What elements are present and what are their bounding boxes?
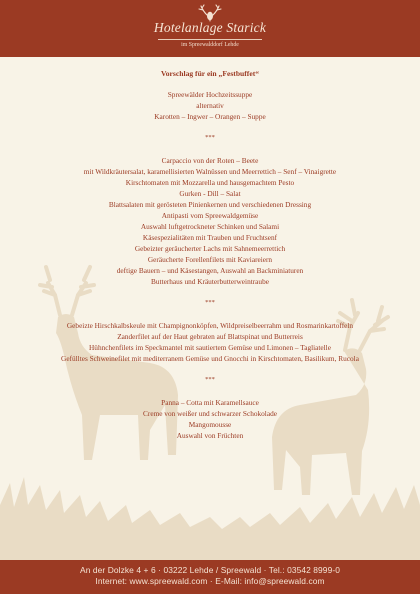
menu-item: Auswahl luftgetrockneter Schinken und Salami xyxy=(140,222,280,231)
section-separator: *** xyxy=(205,299,215,306)
menu-body xyxy=(20,68,400,441)
menu-title: Vorschlag für ein „Festbuffet“ xyxy=(160,69,260,78)
menu-item: deftige Bauern – und Käsestangen, Auswahl an Backminiaturen xyxy=(116,266,304,275)
menu-item: Geräucherte Forellenfilets mit Kaviareiern xyxy=(147,255,273,264)
footer-address: An der Dolzke 4 + 6 · 03222 Lehde / Spreewald · Tel.: 03542 8999-0 xyxy=(80,565,340,575)
menu-item: alternativ xyxy=(196,101,224,110)
menu-item: Butterhaus und Kräuterbutterweintraube xyxy=(151,277,269,286)
menu-item: Auswahl von Früchten xyxy=(176,431,244,440)
menu-item: Hühnchenfilets im Speckmantel mit sautiertem Gemüse und Limonen – Tagliatelle xyxy=(89,343,331,352)
menu-item: Karotten – Ingwer – Orangen – Suppe xyxy=(154,112,266,121)
menu-item: Kirschtomaten mit Mozzarella und hausgemachtem Pesto xyxy=(125,178,295,187)
menu-section-mains xyxy=(20,320,400,364)
header-banner xyxy=(0,0,420,57)
brand-name: Hotelanlage Starick xyxy=(153,20,267,35)
menu-section-starters xyxy=(20,155,400,287)
menu-item: Käsespezialitäten mit Trauben und Fruchtsenf xyxy=(142,233,278,242)
menu-item: Mangomousse xyxy=(188,420,232,429)
footer-contact: Internet: www.spreewald.com · E-Mail: info@spreewald.com xyxy=(95,576,325,586)
menu-item: Zanderfilet auf der Haut gebraten auf Blattspinat und Butterreis xyxy=(117,332,303,341)
menu-item: Blattsalaten mit gerösteten Pinienkernen und verschiedenen Dressing xyxy=(108,200,312,209)
menu-section-desserts xyxy=(20,397,400,441)
menu-section-soups xyxy=(20,89,400,122)
menu-item: Gurken - Dill – Salat xyxy=(179,189,241,198)
section-separator: *** xyxy=(205,376,215,383)
brand-divider xyxy=(158,39,262,40)
menu-item: Gefülltes Schweinefilet mit mediterranem Gemüse und Gnocchi in Kirschtomaten, Basilikum, Rucola xyxy=(61,354,359,363)
menu-item: Spreewälder Hochzeitssuppe xyxy=(167,90,253,99)
menu-item: mit Wildkräutersalat, karamellisierten Walnüssen und Meerrettich – Senf – Vinaigrette xyxy=(83,167,337,176)
section-separator: *** xyxy=(205,134,215,141)
menu-item: Gebeizte Hirschkalbskeule mit Champignonköpfen, Wildpreiselbeerrahm und Rosmarinkartoffeln xyxy=(66,321,354,330)
menu-item: Carpaccio von der Roten – Beete xyxy=(161,156,259,165)
brand-subtitle: im Spreewalddorf Lehde xyxy=(181,42,239,48)
footer-bar xyxy=(0,560,420,594)
menu-item: Antipasti vom Spreewaldgemüse xyxy=(161,211,259,220)
menu-item: Gebeizter geräucherter Lachs mit Sahnemeerrettich xyxy=(134,244,286,253)
menu-item: Panna – Cotta mit Karamellsauce xyxy=(161,398,259,407)
menu-item: Creme von weißer und schwarzer Schokolade xyxy=(143,409,277,418)
